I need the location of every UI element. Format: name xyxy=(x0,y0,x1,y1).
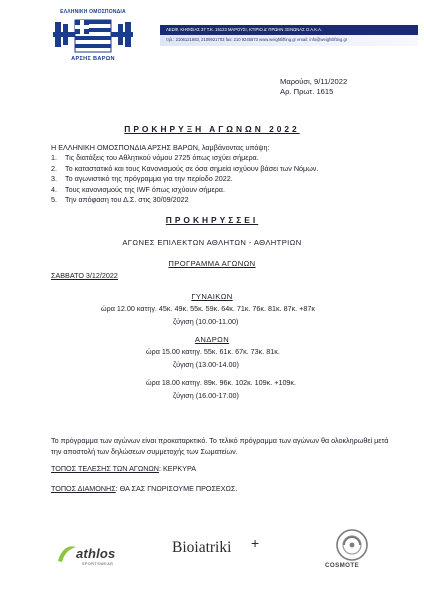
women-label: ΓΥΝΑΙΚΩΝ xyxy=(191,292,233,301)
athlos-subtitle: SPORTSWEAR xyxy=(82,562,114,566)
venue-label: ΤΟΠΟΣ ΤΕΛΕΣΗΣ ΤΩΝ ΑΓΩΝΩΝ xyxy=(51,464,159,473)
cosmote-emblem-icon xyxy=(335,528,369,562)
announcement-title: ΠΡΟΚΗΡΥΞΗ ΑΓΩΝΩΝ 2022 xyxy=(124,124,300,134)
list-item: 3. Το αγωνιστικό της πρόγραμμα για την περίοδο 2022. xyxy=(51,174,233,184)
plus-icon: + xyxy=(251,535,260,551)
competition-day: ΣΑΒΒΑΤΟ 3/12/2022 xyxy=(51,271,118,280)
protocol-number: Αρ. Πρωτ. 1615 xyxy=(280,87,334,96)
men-session-2: ώρα 18.00 κατηγ. 89κ. 96κ. 102κ. 109κ. +109κ. xyxy=(146,378,297,387)
sponsor-athlos-logo xyxy=(56,541,126,575)
letterhead-contact: τηλ.: 2106121683, 2109921703 fax: 210 9245873 www.weightlifting.gr email: info@weightlifting.gr xyxy=(166,37,348,42)
list-item: 1. Τις διατάξεις του Αθλητικού νόμου 2725 όπως ισχύει σήμερα. xyxy=(51,153,259,162)
men-label: ΑΝΔΡΩΝ xyxy=(194,335,230,344)
men-session-1: ώρα 15.00 κατηγ. 55κ. 61κ. 67κ. 73κ. 81κ. xyxy=(146,347,280,356)
federation-logo xyxy=(47,9,139,71)
proclaims-title: ΠΡΟΚΗΡΥΣΣΕΙ xyxy=(165,215,259,225)
preliminary-note: Το πρόγραμμα των αγώνων είναι προκαταρκτικό. Το τελικό πρόγραμμα των αγώνων θα ολοκληρωθεί μετά την αποστολή των δηλώσεων συμμετοχής των Σωματείων. xyxy=(51,436,389,456)
list-item: 4. Τους κανονισμούς της IWF όπως ισχύουν σήμερα. xyxy=(51,184,225,194)
men-weighin-1: ζύγιση (13.00-14.00) xyxy=(173,360,239,369)
sponsor-bioiatriki-logo xyxy=(172,535,272,565)
sponsor-cosmote-logo xyxy=(322,528,382,570)
logo-org-name: ΕΛΛΗΝΙΚΗ ΟΜΟΣΠΟΝΔΙΑ xyxy=(60,9,126,15)
accommodation-line xyxy=(51,484,237,493)
accommodation-label: ΤΟΠΟΣ ΔΙΑΜΟΝΗΣ xyxy=(51,484,116,493)
cosmote-wordmark: COSMOTE xyxy=(325,562,360,569)
document-date: Μαρούσι, 9/11/2022 xyxy=(280,77,348,86)
women-weighin-1: ζύγιση (10.00-11.00) xyxy=(173,317,239,326)
athlos-swoosh-icon xyxy=(56,543,78,565)
program-title: ΠΡΟΓΡΑΜΜΑ ΑΓΩΝΩΝ xyxy=(168,259,256,268)
clauses-list xyxy=(51,153,318,206)
accommodation-value: : ΘΑ ΣΑΣ ΓΝΩΡΙΣΟΥΜΕ ΠΡΟΣΕΧΩΣ. xyxy=(115,484,238,493)
athlos-wordmark: athlos xyxy=(76,546,116,561)
logo-org-subtitle: ΑΡΣΗΣ ΒΑΡΩΝ xyxy=(71,56,115,62)
event-title: ΑΓΩΝΕΣ ΕΠΙΛΕΚΤΩΝ ΑΘΛΗΤΩΝ - ΑΘΛΗΤΡΙΩΝ xyxy=(122,238,302,247)
venue-value: : ΚΕΡΚΥΡΑ xyxy=(158,464,197,473)
venue-line xyxy=(51,464,196,473)
intro-text: Η ΕΛΛΗΝΙΚΗ ΟΜΟΣΠΟΝΔΙΑ ΑΡΣΗΣ ΒΑΡΩΝ, λαμβάνοντας υπόψη: xyxy=(51,143,270,152)
bioiatriki-wordmark: Bioiatriki xyxy=(172,539,232,556)
list-item: 5. Την απόφαση του Δ.Σ. στις 30/09/2022 xyxy=(51,195,189,205)
women-session-1: ώρα 12.00 κατηγ. 45κ. 49κ. 55κ. 59κ. 64κ. 71κ. 76κ. 81κ. 87κ. +87κ xyxy=(101,304,315,313)
letterhead-address: ΛΕΩΦ. ΚΗΦΙΣΙΑΣ 37 Τ.Κ. 15123 ΜΑΡΟΥΣΙ, ΚΤΙΡΙΟ Δ' ΠΡΩΗΝ ΞΕΝΩΝΑΣ Ο.Α.Κ.Α. xyxy=(166,27,323,32)
men-weighin-2: ζύγιση (16.00-17.00) xyxy=(173,391,239,400)
list-item: 2. Το καταστατικό και τους Κανονισμούς σε όσα σημεία ισχύουν βάσει των Νόμων. xyxy=(51,163,319,173)
barbell-icon xyxy=(53,18,133,54)
